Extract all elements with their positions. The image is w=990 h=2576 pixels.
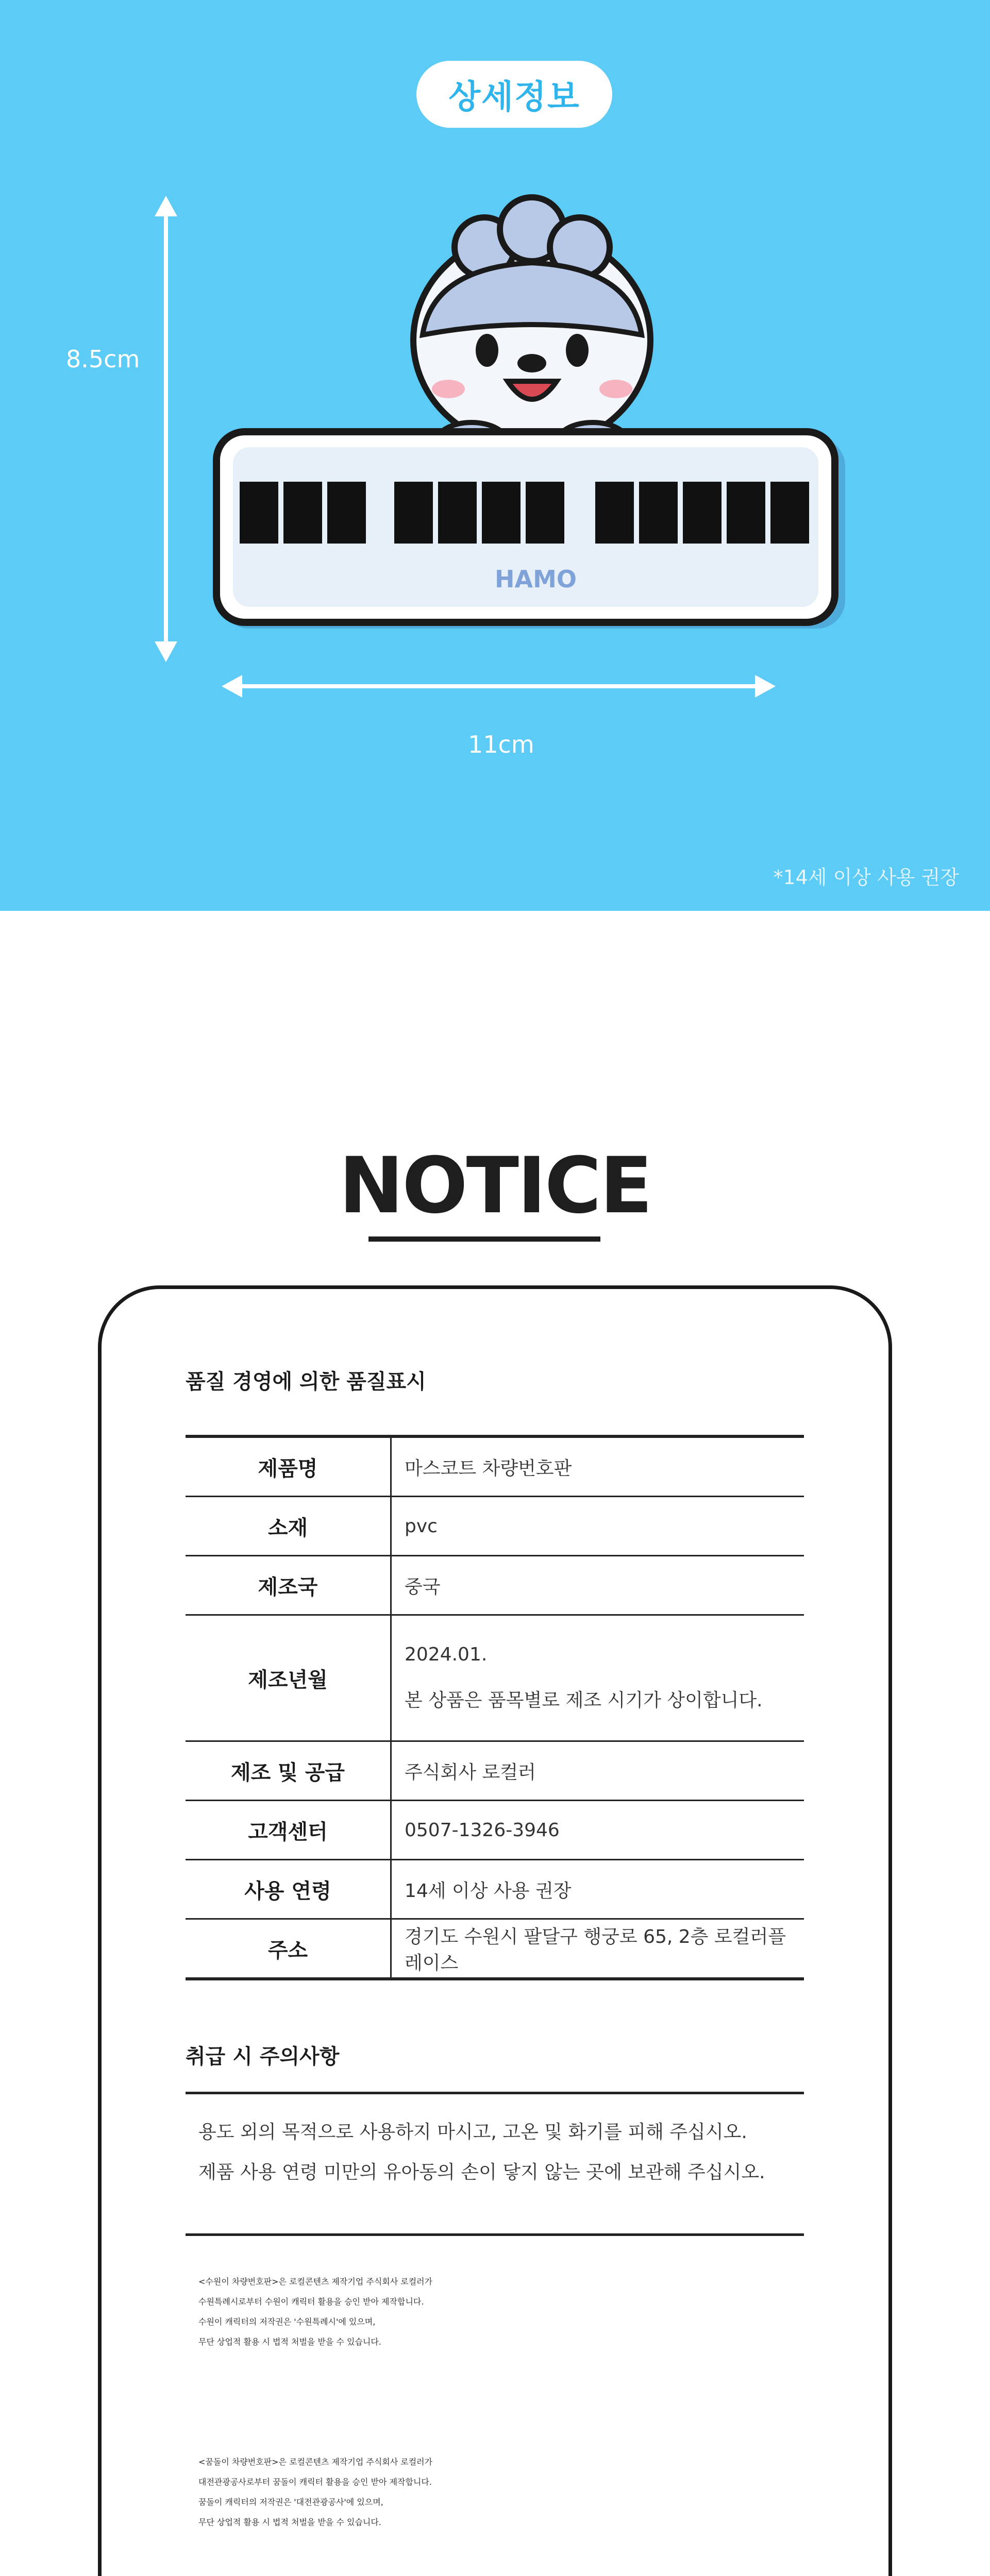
product-detail-hero [0, 0, 990, 911]
spec-value: 0507-1326-3946 [391, 1801, 804, 1860]
license-line: 무단 상업적 활용 시 법적 처벌을 받을 수 있습니다. [198, 2337, 381, 2347]
spec-value: 중국 [391, 1556, 804, 1615]
care-line: 제품 사용 연령 미만의 유아동의 손이 닿지 않는 곳에 보관해 주십시오. [198, 2162, 765, 2183]
arrow-right-icon [755, 675, 776, 698]
section-label-pill: 상세정보 [416, 61, 612, 128]
care-notes [198, 2112, 765, 2193]
license-line: 무단 상업적 활용 시 법적 처벌을 받을 수 있습니다. [198, 2517, 381, 2527]
notice-title: NOTICE [339, 1141, 651, 1231]
table-row [186, 1497, 804, 1556]
spec-label: 제조년월 [186, 1615, 391, 1741]
spec-label: 제조 및 공급 [186, 1741, 391, 1801]
plate-brand-text: HAMO [495, 565, 577, 593]
product-illustration [206, 185, 866, 649]
spec-value [391, 1615, 804, 1741]
license-line: 대전관광공사로부터 꿈돌이 캐릭터 활용을 승인 받아 제작합니다. [198, 2477, 432, 2487]
quality-section-title: 품질 경영에 의한 품질표시 [186, 1370, 426, 1394]
spec-value: 마스코트 차량번호판 [391, 1436, 804, 1497]
license-line: <수원이 차량번호판>은 로컬콘텐츠 제작기업 주식회사 로컬러가 [198, 2277, 433, 2286]
license-notice [198, 2267, 432, 2355]
height-label: 8.5cm [66, 345, 140, 373]
license-line: <꿈돌이 차량번호판>은 로컬콘텐츠 제작기업 주식회사 로컬러가 [198, 2457, 433, 2467]
spec-label: 제조국 [186, 1556, 391, 1615]
spec-label: 제품명 [186, 1436, 391, 1497]
divider [186, 2092, 804, 2094]
height-dimension-line [164, 206, 168, 649]
care-section-title: 취급 시 주의사항 [186, 2045, 340, 2069]
width-label: 11cm [468, 731, 534, 758]
spec-value-line: 본 상품은 품목별로 제조 시기가 상이합니다. [405, 1690, 763, 1711]
license-notice [198, 2447, 432, 2536]
arrow-down-icon [155, 641, 177, 662]
license-plate [216, 432, 845, 629]
table-row [186, 1436, 804, 1497]
spec-value: 주식회사 로컬러 [391, 1741, 804, 1801]
spec-label: 사용 연령 [186, 1860, 391, 1919]
mascot-character [413, 197, 650, 464]
table-row [186, 1919, 804, 1979]
spec-label: 고객센터 [186, 1801, 391, 1860]
table-row [186, 1860, 804, 1919]
spec-label: 소재 [186, 1497, 391, 1556]
age-recommendation-note: *14세 이상 사용 권장 [773, 866, 959, 889]
spec-value: 14세 이상 사용 권장 [391, 1860, 804, 1919]
width-dimension-line [232, 684, 764, 688]
license-line: 수원이 캐릭터의 저작권은 '수원특례시'에 있으며, [198, 2317, 376, 2327]
table-row [186, 1801, 804, 1860]
spec-value: 경기도 수원시 팔달구 행궁로 65, 2층 로컬러플레이스 [391, 1919, 804, 1979]
quality-spec-table [186, 1435, 804, 1980]
care-line: 용도 외의 목적으로 사용하지 마시고, 고온 및 화기를 피해 주십시오. [198, 2122, 747, 2143]
table-row [186, 1615, 804, 1741]
spec-value-line: 2024.01. [405, 1644, 488, 1665]
license-line: 수원특례시로부터 수원이 캐릭터 활용을 승인 받아 제작합니다. [198, 2297, 424, 2307]
notice-underline [368, 1236, 600, 1242]
spec-label: 주소 [186, 1919, 391, 1979]
spec-value: pvc [391, 1497, 804, 1556]
license-line: 꿈돌이 캐릭터의 저작권은 '대전관광공사'에 있으며, [198, 2497, 383, 2507]
table-row [186, 1741, 804, 1801]
divider [186, 2233, 804, 2236]
table-row [186, 1556, 804, 1615]
